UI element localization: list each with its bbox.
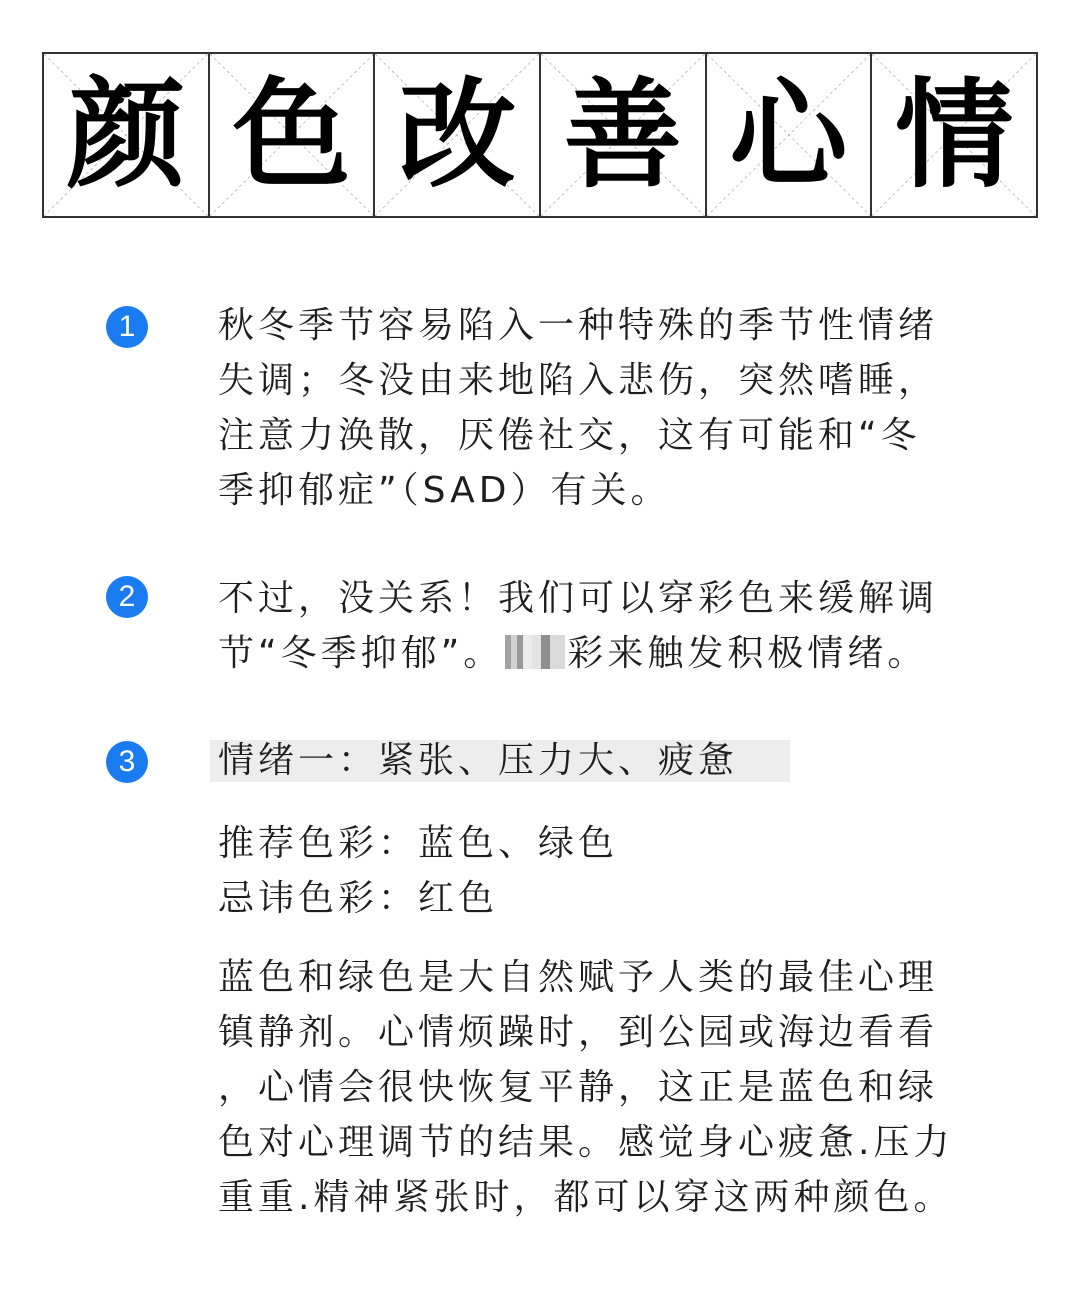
title-cell (44, 54, 210, 216)
avoid-colors: 忌讳色彩：红色 (218, 878, 499, 919)
title-char: 情 (895, 66, 1014, 204)
text-fragment: 节“冬季抑郁”。 (218, 633, 504, 674)
text-line (218, 626, 968, 681)
text-line: ，心情会很快恢复平静，这正是蓝色和绿 (218, 1067, 939, 1108)
title-char: 善 (563, 66, 682, 204)
title-char: 心 (729, 66, 848, 204)
color-recommendations (218, 816, 968, 926)
text-line: 失调；冬没由来地陷入悲伤，突然嗜睡， (218, 360, 939, 401)
text-line: 季抑郁症”（SAD）有关。 (218, 470, 671, 511)
recommend-colors: 推荐色彩：蓝色、绿色 (218, 823, 619, 864)
title-cell (210, 54, 376, 216)
section-number-badge: 2 (106, 576, 148, 618)
text-line: 重重.精神紧张时，都可以穿这两种颜色。 (218, 1177, 954, 1218)
title-cell (541, 54, 707, 216)
section-3-body (218, 950, 968, 1225)
section-3-heading: 情绪一：紧张、压力大、疲惫 (218, 740, 739, 781)
title-char: 色 (232, 66, 351, 204)
text-line: 蓝色和绿色是大自然赋予人类的最佳心理 (218, 957, 939, 998)
title-cell (872, 54, 1036, 216)
text-line: 注意力涣散，厌倦社交，这有可能和“冬 (218, 415, 921, 456)
title-grid (42, 52, 1038, 218)
section-number-badge: 3 (106, 741, 148, 783)
censored-mosaic (505, 635, 565, 669)
title-cell (375, 54, 541, 216)
text-line: 镇静剂。心情烦躁时，到公园或海边看看 (218, 1012, 939, 1053)
section-1-text (218, 298, 968, 518)
title-char: 改 (398, 66, 517, 204)
section-number-badge: 1 (106, 306, 148, 348)
text-line: 色对心理调节的结果。感觉身心疲惫.压力 (218, 1122, 954, 1163)
title-char: 颜 (66, 66, 185, 204)
text-fragment: 彩来触发积极情绪。 (567, 633, 928, 674)
text-line: 秋冬季节容易陷入一种特殊的季节性情绪 (218, 305, 939, 346)
section-2-text (218, 571, 968, 681)
title-cell (707, 54, 873, 216)
text-line: 不过，没关系！我们可以穿彩色来缓解调 (218, 578, 939, 619)
